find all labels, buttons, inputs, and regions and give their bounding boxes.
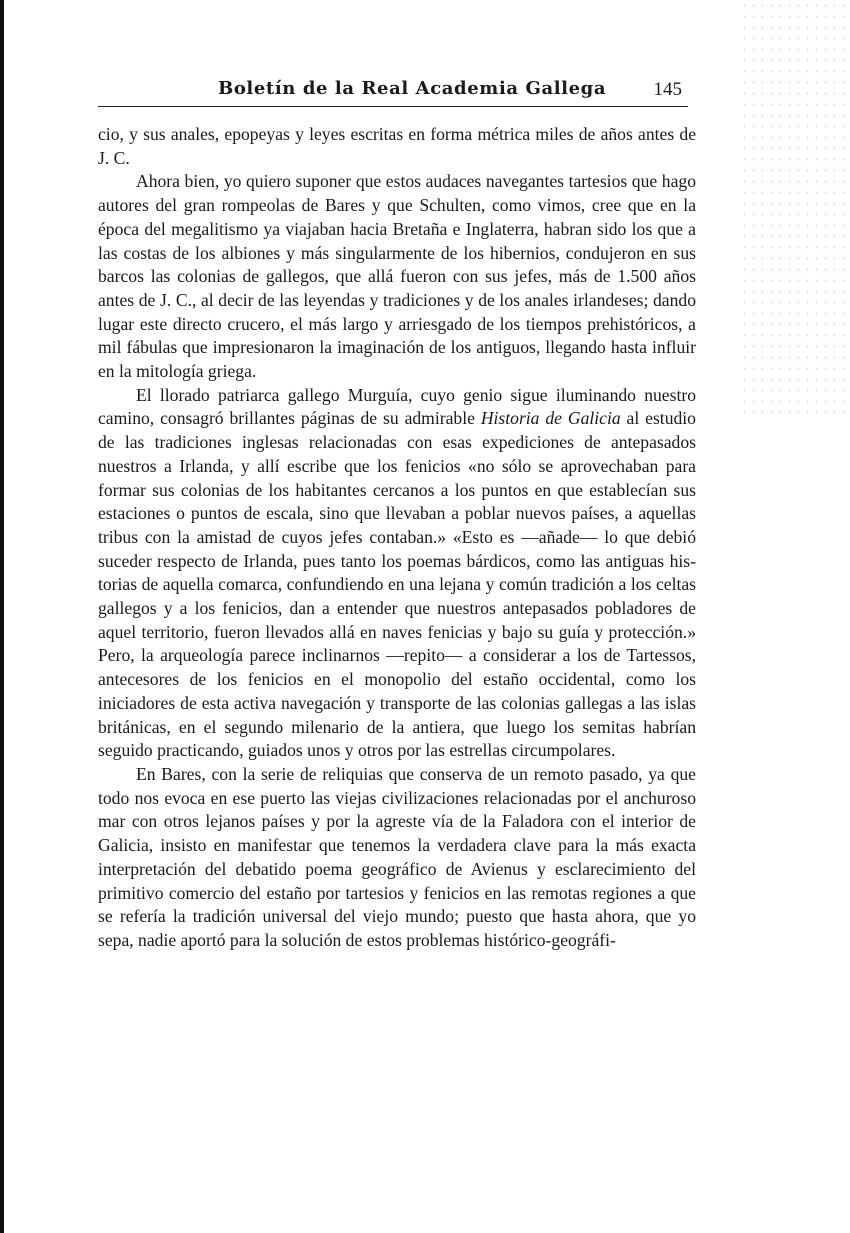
paragraph-4: En Bares, con la serie de reliquias que conserva de un remoto pasado, ya que todo nos evoca en ese puerto las viejas civilizaciones relacionadas por el anchuroso mar con otros lejanos países y por la agreste vía de la Faladora con el interior de Galicia, insisto en manifestar que tenemos la verdadera clave para la más exacta interpretación del debatido poema geográfico de Avienus y esclarecimiento del primitivo comercio del estaño por tartesios y fenicios en las remotas regiones a que se refería la tradición universal del viejo mundo; puesto que hasta ahora, que yo sepa, nadie aportó para la solución de estos problemas histórico-geográfi- [98, 763, 696, 950]
page-number: 145 [653, 79, 682, 100]
paragraph-2: Ahora bien, yo quiero suponer que estos audaces navegantes tartesios que hago autores del gran rompeolas de Bares y que Schulten, como vimos, cree que en la época del megalitismo ya viajaban hacia Bretaña e Inglaterra, habran sido los que a las costas de los albiones y más singularmente de los hibernios, condujeron en sus barcos las colonias de gallegos, que allá fueron con sus jefes, más de 1.500 años antes de J. C., al decir de las leyendas y tradiciones y de los anales irlandeses; dando lugar este directo crucero, el más largo y arriesgado de los tiempos prehistóricos, a mil fábulas que impresionaron la imaginación de los antiguos, llegando hasta influir en la mitología griega. [98, 171, 696, 382]
running-title: Boletín de la Real Academia Gallega [218, 78, 607, 99]
body-text [98, 123, 696, 953]
paragraph-1: cio, y sus anales, epopeyas y leyes escritas en forma métrica miles de años antes de J. C. [98, 124, 696, 168]
page-header [98, 72, 688, 107]
book-title-historia-de-galicia: Historia de Galicia [480, 408, 621, 429]
paragraph-3 [98, 384, 696, 763]
paragraph-3-text-start: El llorado patriarca gallego Murguía, cuyo genio sigue iluminando nuestro camino, consagró brillantes páginas de su admirable [98, 384, 696, 429]
scan-speckle-noise [740, 0, 850, 420]
paragraph-3-text-end: al estudio de las tradiciones inglesas relacionadas con esas expediciones de antepasados nuestros a Irlanda, y allí escribe que los fenicios «no sólo se aprovechaban para formar sus colonias de los habitantes cercanos a los puntos en que establecían sus estaciones o puntos de escala, sino que llevaban a poblar nuevos países, a aquellas tribus con la amistad de cuyos jefes contaban.» «Esto es —añade— lo que debió suceder respecto de Irlanda, pues tanto los poemas bárdicos, como las antiguas historias de aquella comarca, confundiendo en una lejana y común tradición a los celtas gallegos y a los fenicios, dan a entender que nuestros antepasados pobladores de aquel territorio, fueron llevados allá en naves fenicias y bajo su guía y protección.» Pero, la arqueología parece inclinarnos —repito— a considerar a los de Tartessos, antecesores de los fenicios en el monopolio del estaño occidental, como los iniciadores de esta activa navegación y transporte de las colonias gallegas a las islas británicas, en el segundo milenario de la antiera, que luego los semitas habrían seguido practicando, guiados unos y otros por las estrellas circumpolares. [98, 408, 696, 761]
scan-page-edge [0, 0, 4, 1233]
